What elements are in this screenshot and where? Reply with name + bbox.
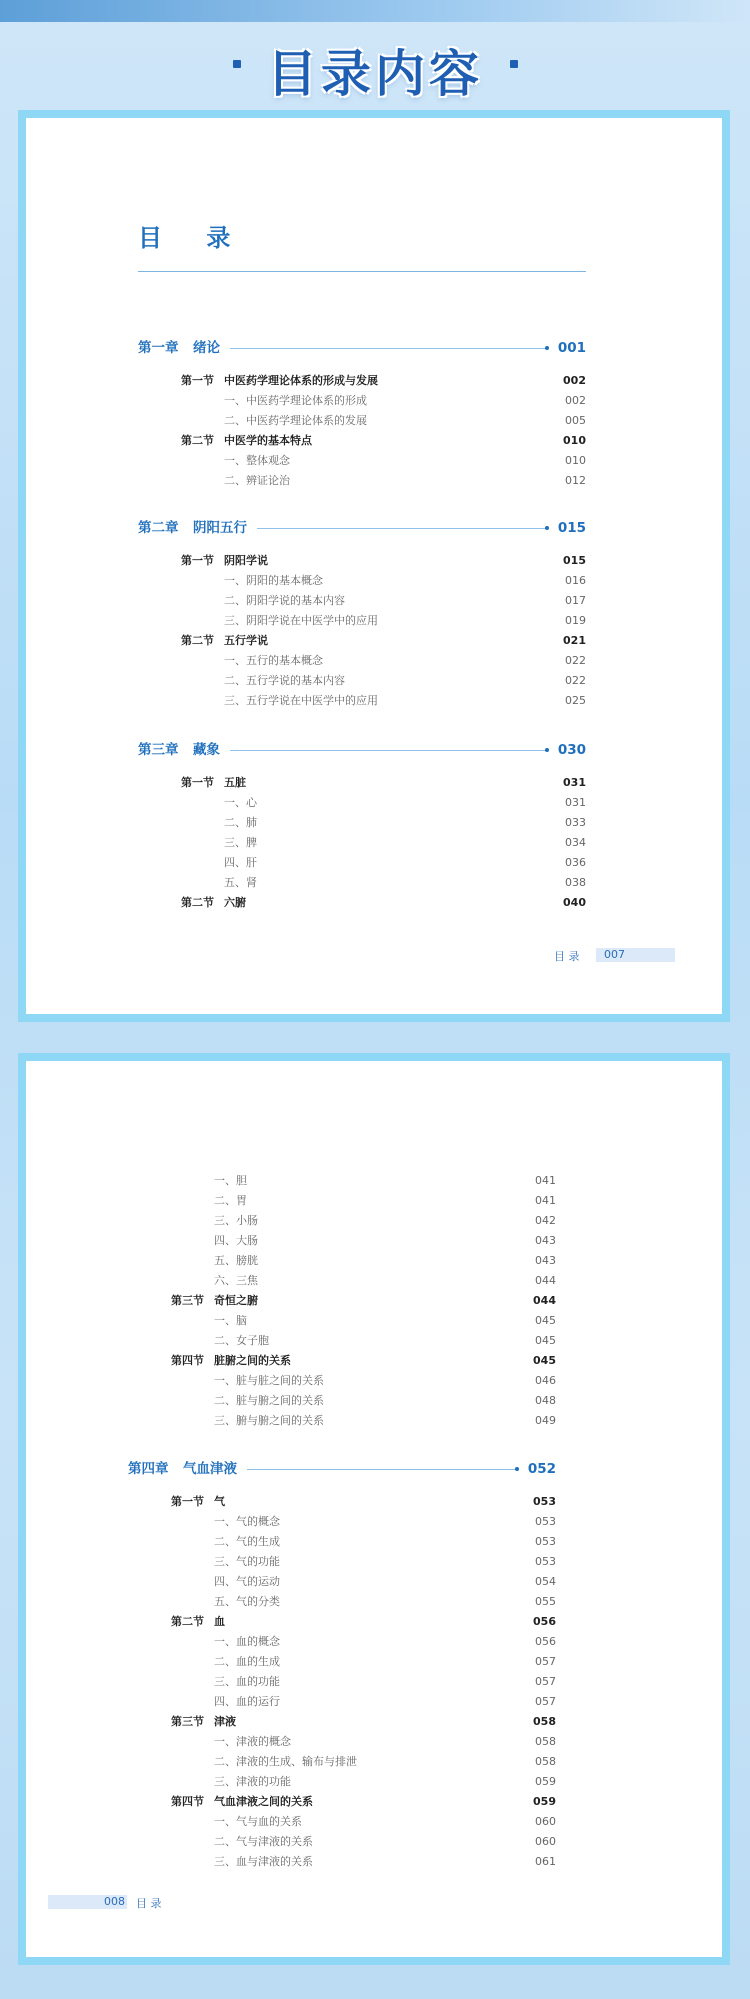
section-row <box>181 774 586 792</box>
toc-item-row <box>224 472 586 490</box>
chapter-leader-line <box>257 528 546 529</box>
toc-item-title: 三、阴阳学说在中医学中的应用 <box>224 614 378 627</box>
toc-item-row <box>214 1272 556 1290</box>
toc-item-row <box>214 1372 556 1390</box>
toc-item-row <box>214 1853 556 1871</box>
toc-item-title: 三、脾 <box>224 836 257 849</box>
toc-item-page-number: 022 <box>565 654 586 667</box>
chapter-leader-dot <box>545 346 549 350</box>
section-row <box>171 1713 556 1731</box>
toc-item-row <box>224 392 586 410</box>
chapter-page-number: 030 <box>557 742 586 758</box>
section-row <box>181 894 586 912</box>
toc-item-title: 五、气的分类 <box>214 1595 280 1608</box>
toc-item-page-number: 042 <box>535 1214 556 1227</box>
toc-item-title: 一、心 <box>224 796 257 809</box>
chapter-leader-line <box>230 348 546 349</box>
toc-item-page-number: 041 <box>535 1194 556 1207</box>
toc-item-title: 二、脏与腑之间的关系 <box>214 1394 324 1407</box>
chapter-title: 气血津液 <box>183 1461 237 1477</box>
toc-item-row <box>224 612 586 630</box>
toc-item-title: 二、中医药学理论体系的发展 <box>224 414 367 427</box>
toc-item-row <box>224 672 586 690</box>
top-band <box>0 0 750 22</box>
chapter-number: 第三章 <box>138 742 179 758</box>
section-page-number: 002 <box>563 374 586 387</box>
chapter-row <box>138 337 586 359</box>
section-title: 六腑 <box>224 896 246 909</box>
toc-item-page-number: 056 <box>535 1635 556 1648</box>
toc-item-row <box>224 572 586 590</box>
section-title: 奇恒之腑 <box>214 1294 258 1307</box>
toc-item-page-number: 054 <box>535 1575 556 1588</box>
toc-item-row <box>214 1172 556 1190</box>
section-page-number: 040 <box>563 896 586 909</box>
section-page-number: 010 <box>563 434 586 447</box>
toc-item-title: 三、血的功能 <box>214 1675 280 1688</box>
toc-item-page-number: 019 <box>565 614 586 627</box>
toc-heading-rule <box>138 271 586 272</box>
section-number: 第二节 <box>181 896 214 909</box>
header-dot-right <box>510 60 518 68</box>
section-page-number: 059 <box>533 1795 556 1808</box>
chapter-leader-line <box>247 1469 516 1470</box>
section-row <box>171 1292 556 1310</box>
toc-item-row <box>214 1593 556 1611</box>
footer-page-number: 007 <box>604 948 625 961</box>
toc-item-title: 一、阴阳的基本概念 <box>224 574 323 587</box>
toc-item-title: 二、肺 <box>224 816 257 829</box>
toc-item-page-number: 016 <box>565 574 586 587</box>
toc-item-row <box>224 692 586 710</box>
toc-item-page-number: 036 <box>565 856 586 869</box>
toc-item-page-number: 012 <box>565 474 586 487</box>
toc-item-title: 二、辨证论治 <box>224 474 290 487</box>
section-number: 第二节 <box>171 1615 204 1628</box>
toc-item-row <box>224 452 586 470</box>
toc-item-title: 四、肝 <box>224 856 257 869</box>
toc-item-page-number: 033 <box>565 816 586 829</box>
toc-item-page-number: 002 <box>565 394 586 407</box>
toc-item-page-number: 010 <box>565 454 586 467</box>
toc-item-page-number: 045 <box>535 1334 556 1347</box>
toc-page-2 <box>18 1053 730 1965</box>
chapter-number: 第一章 <box>138 340 179 356</box>
toc-item-title: 四、血的运行 <box>214 1695 280 1708</box>
section-title: 血 <box>214 1615 225 1628</box>
toc-item-title: 一、津液的概念 <box>214 1735 291 1748</box>
toc-item-page-number: 057 <box>535 1695 556 1708</box>
page-title: 目录内容 <box>267 45 483 103</box>
toc-item-row <box>214 1312 556 1330</box>
section-page-number: 058 <box>533 1715 556 1728</box>
toc-item-row <box>214 1412 556 1430</box>
toc-item-title: 二、血的生成 <box>214 1655 280 1668</box>
chapter-row <box>128 1458 556 1480</box>
toc-item-title: 三、小肠 <box>214 1214 258 1227</box>
toc-item-page-number: 048 <box>535 1394 556 1407</box>
toc-item-row <box>214 1212 556 1230</box>
toc-item-page-number: 060 <box>535 1835 556 1848</box>
toc-item-title: 二、气与津液的关系 <box>214 1835 313 1848</box>
toc-item-title: 三、五行学说在中医学中的应用 <box>224 694 378 707</box>
toc-item-page-number: 058 <box>535 1755 556 1768</box>
section-number: 第三节 <box>171 1715 204 1728</box>
toc-item-title: 一、脑 <box>214 1314 247 1327</box>
toc-item-title: 一、中医药学理论体系的形成 <box>224 394 367 407</box>
chapter-page-number: 015 <box>557 520 586 536</box>
toc-item-title: 一、气与血的关系 <box>214 1815 302 1828</box>
chapter-leader-line <box>230 750 546 751</box>
chapter-title: 绪论 <box>193 340 220 356</box>
toc-item-page-number: 025 <box>565 694 586 707</box>
toc-item-title: 二、胃 <box>214 1194 247 1207</box>
section-number: 第一节 <box>181 776 214 789</box>
toc-item-page-number: 057 <box>535 1675 556 1688</box>
toc-item-page-number: 059 <box>535 1775 556 1788</box>
toc-item-title: 三、津液的功能 <box>214 1775 291 1788</box>
section-page-number: 015 <box>563 554 586 567</box>
toc-item-page-number: 044 <box>535 1274 556 1287</box>
toc-heading: 目 录 <box>138 224 249 252</box>
section-title: 气血津液之间的关系 <box>214 1795 313 1808</box>
toc-item-page-number: 045 <box>535 1314 556 1327</box>
toc-item-row <box>214 1813 556 1831</box>
section-row <box>181 432 586 450</box>
toc-item-title: 四、气的运动 <box>214 1575 280 1588</box>
section-number: 第一节 <box>181 374 214 387</box>
toc-item-row <box>224 652 586 670</box>
toc-item-row <box>224 874 586 892</box>
toc-item-page-number: 005 <box>565 414 586 427</box>
toc-item-page-number: 060 <box>535 1815 556 1828</box>
section-row <box>181 372 586 390</box>
toc-item-page-number: 061 <box>535 1855 556 1868</box>
toc-item-row <box>214 1533 556 1551</box>
section-number: 第三节 <box>171 1294 204 1307</box>
toc-item-row <box>214 1833 556 1851</box>
toc-item-row <box>214 1513 556 1531</box>
chapter-title: 藏象 <box>193 742 220 758</box>
toc-item-row <box>224 592 586 610</box>
toc-item-row <box>214 1733 556 1751</box>
section-title: 五行学说 <box>224 634 268 647</box>
section-title: 脏腑之间的关系 <box>214 1354 291 1367</box>
toc-item-page-number: 046 <box>535 1374 556 1387</box>
toc-item-title: 二、津液的生成、输布与排泄 <box>214 1755 357 1768</box>
section-row <box>171 1793 556 1811</box>
toc-page-1-sheet <box>26 118 722 1014</box>
toc-item-title: 一、血的概念 <box>214 1635 280 1648</box>
toc-item-page-number: 049 <box>535 1414 556 1427</box>
toc-item-title: 一、脏与脏之间的关系 <box>214 1374 324 1387</box>
section-title: 中医药学理论体系的形成与发展 <box>224 374 378 387</box>
section-row <box>181 632 586 650</box>
toc-item-row <box>214 1573 556 1591</box>
section-title: 阴阳学说 <box>224 554 268 567</box>
toc-item-title: 二、气的生成 <box>214 1535 280 1548</box>
chapter-number: 第二章 <box>138 520 179 536</box>
section-number: 第二节 <box>181 634 214 647</box>
toc-item-row <box>214 1633 556 1651</box>
footer-label: 目 录 <box>136 1897 162 1910</box>
toc-item-page-number: 057 <box>535 1655 556 1668</box>
toc-item-row <box>214 1673 556 1691</box>
chapter-row <box>138 517 586 539</box>
toc-item-page-number: 034 <box>565 836 586 849</box>
section-title: 气 <box>214 1495 225 1508</box>
section-row <box>171 1493 556 1511</box>
toc-item-page-number: 053 <box>535 1555 556 1568</box>
toc-item-row <box>214 1392 556 1410</box>
section-number: 第一节 <box>181 554 214 567</box>
toc-item-row <box>214 1553 556 1571</box>
toc-item-title: 四、大肠 <box>214 1234 258 1247</box>
toc-item-page-number: 031 <box>565 796 586 809</box>
section-row <box>171 1613 556 1631</box>
toc-item-page-number: 041 <box>535 1174 556 1187</box>
toc-item-row <box>214 1232 556 1250</box>
toc-item-title: 一、五行的基本概念 <box>224 654 323 667</box>
chapter-row <box>138 739 586 761</box>
toc-item-row <box>214 1653 556 1671</box>
toc-page-2-sheet <box>26 1061 722 1957</box>
footer-label: 目 录 <box>554 950 580 963</box>
toc-item-page-number: 058 <box>535 1735 556 1748</box>
toc-item-row <box>214 1192 556 1210</box>
section-number: 第四节 <box>171 1354 204 1367</box>
toc-item-page-number: 053 <box>535 1535 556 1548</box>
toc-item-row <box>214 1252 556 1270</box>
toc-item-page-number: 053 <box>535 1515 556 1528</box>
toc-item-title: 三、腑与腑之间的关系 <box>214 1414 324 1427</box>
section-page-number: 021 <box>563 634 586 647</box>
toc-item-row <box>214 1753 556 1771</box>
toc-item-title: 五、膀胱 <box>214 1254 258 1267</box>
section-page-number: 044 <box>533 1294 556 1307</box>
toc-item-page-number: 022 <box>565 674 586 687</box>
toc-item-page-number: 043 <box>535 1254 556 1267</box>
toc-item-title: 六、三焦 <box>214 1274 258 1287</box>
toc-item-title: 三、血与津液的关系 <box>214 1855 313 1868</box>
toc-item-title: 一、胆 <box>214 1174 247 1187</box>
toc-item-title: 一、整体观念 <box>224 454 290 467</box>
toc-item-page-number: 043 <box>535 1234 556 1247</box>
section-title: 津液 <box>214 1715 236 1728</box>
chapter-page-number: 052 <box>527 1461 556 1477</box>
footer-page-number: 008 <box>104 1895 125 1908</box>
section-title: 中医学的基本特点 <box>224 434 312 447</box>
toc-item-row <box>224 854 586 872</box>
section-page-number: 056 <box>533 1615 556 1628</box>
section-page-number: 045 <box>533 1354 556 1367</box>
chapter-number: 第四章 <box>128 1461 169 1477</box>
chapter-title: 阴阳五行 <box>193 520 247 536</box>
toc-item-row <box>214 1693 556 1711</box>
chapter-page-number: 001 <box>557 340 586 356</box>
toc-item-row <box>224 814 586 832</box>
toc-item-title: 五、肾 <box>224 876 257 889</box>
toc-item-row <box>214 1332 556 1350</box>
section-row <box>181 552 586 570</box>
section-number: 第四节 <box>171 1795 204 1808</box>
toc-item-title: 一、气的概念 <box>214 1515 280 1528</box>
toc-item-row <box>224 794 586 812</box>
toc-page-1 <box>18 110 730 1022</box>
toc-item-title: 二、女子胞 <box>214 1334 269 1347</box>
toc-item-page-number: 038 <box>565 876 586 889</box>
section-row <box>171 1352 556 1370</box>
chapter-leader-dot <box>515 1467 519 1471</box>
toc-item-page-number: 017 <box>565 594 586 607</box>
chapter-leader-dot <box>545 526 549 530</box>
toc-item-row <box>224 834 586 852</box>
chapter-leader-dot <box>545 748 549 752</box>
toc-item-row <box>214 1773 556 1791</box>
toc-item-page-number: 055 <box>535 1595 556 1608</box>
section-number: 第二节 <box>181 434 214 447</box>
toc-item-row <box>224 412 586 430</box>
toc-item-title: 三、气的功能 <box>214 1555 280 1568</box>
section-number: 第一节 <box>171 1495 204 1508</box>
toc-item-title: 二、阴阳学说的基本内容 <box>224 594 345 607</box>
section-page-number: 053 <box>533 1495 556 1508</box>
section-page-number: 031 <box>563 776 586 789</box>
section-title: 五脏 <box>224 776 246 789</box>
toc-item-title: 二、五行学说的基本内容 <box>224 674 345 687</box>
